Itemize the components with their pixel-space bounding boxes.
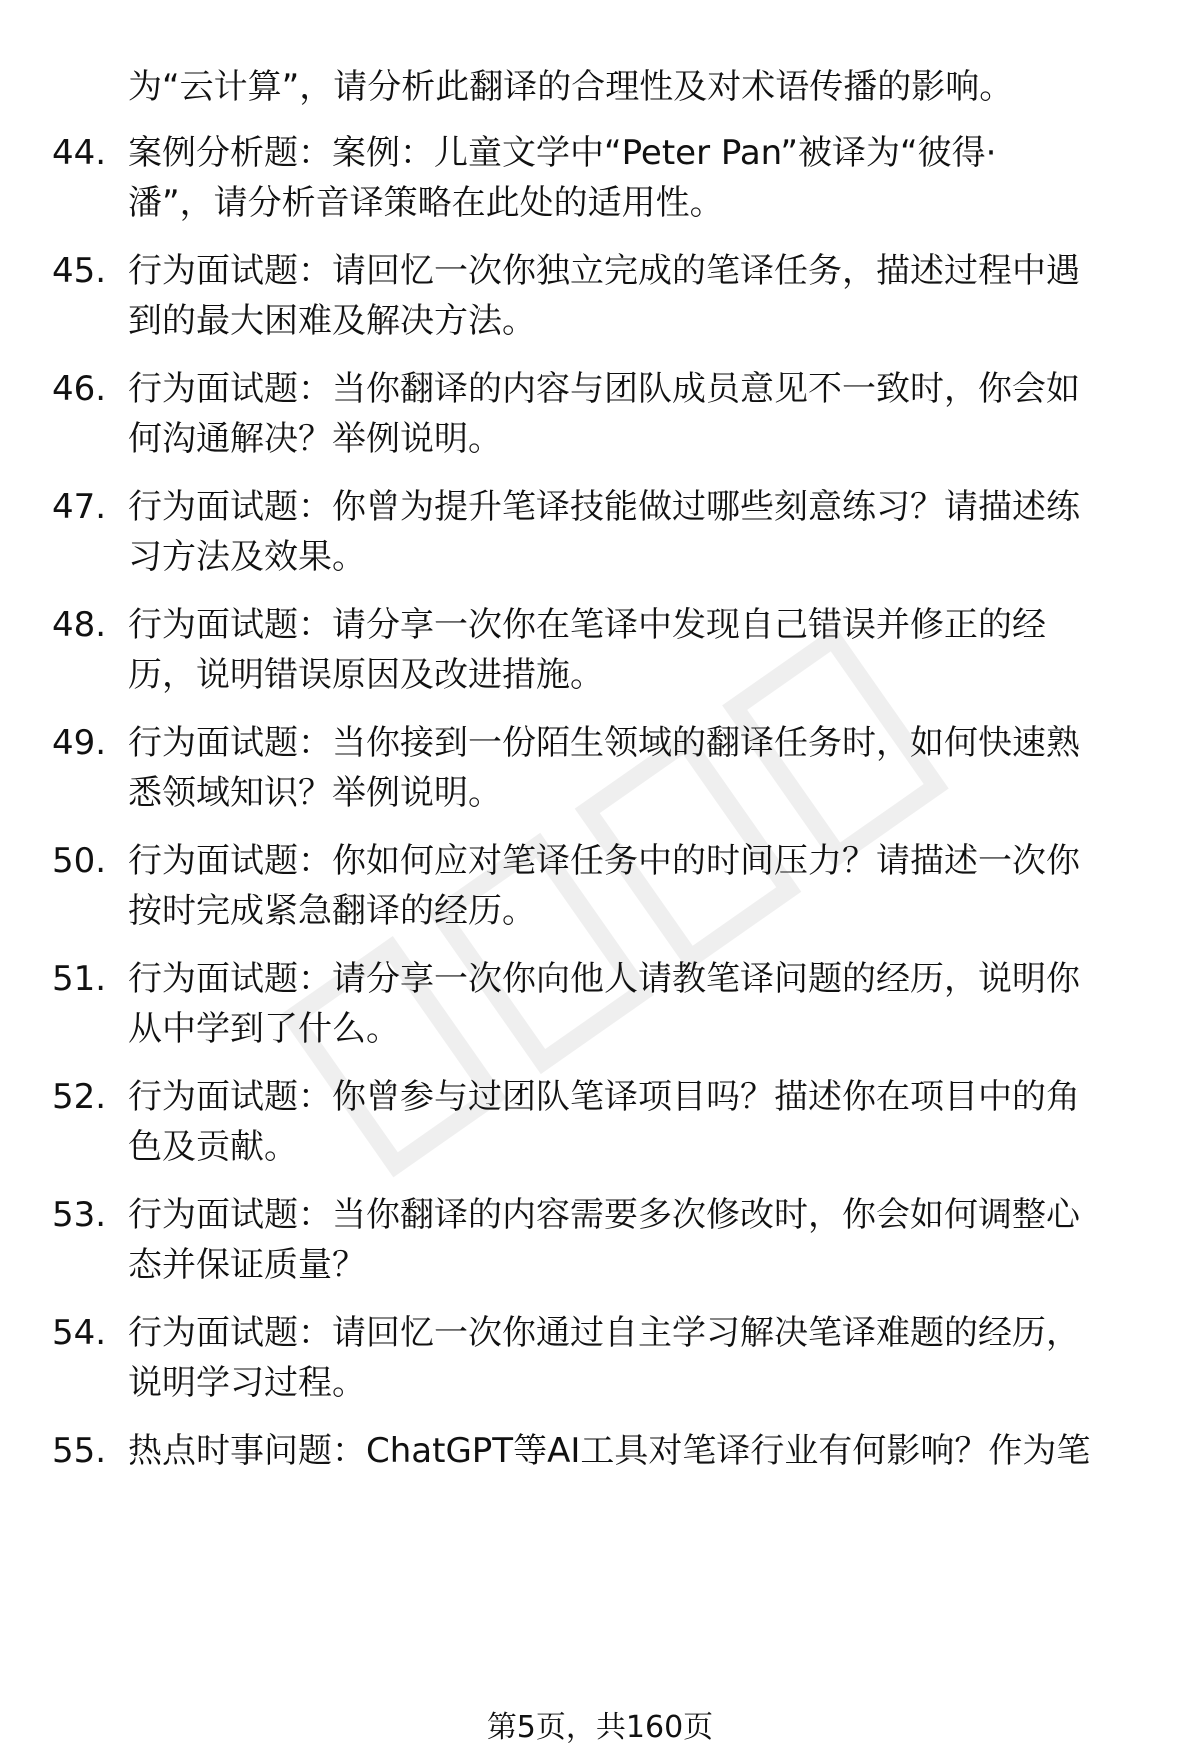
question-text: 行为面试题：当你接到一份陌生领域的翻译任务时，如何快速熟 悉领域知识？举例说明。 [128,723,1080,813]
question-item-51 [52,954,1152,1054]
question-text: 行为面试题：你曾参与过团队笔译项目吗？描述你在项目中的角 色及贡献。 [128,1077,1080,1167]
question-item-47 [52,482,1152,582]
question-item-52 [52,1072,1152,1172]
question-item-53 [52,1190,1152,1290]
question-item-50 [52,836,1152,936]
question-item-54 [52,1308,1152,1408]
question-item-55 [52,1426,1152,1476]
question-number: 48. [52,605,107,645]
question-number: 55. [52,1431,107,1471]
page-footer: 第5页，共160页 [486,1710,714,1745]
question-number: 51. [52,959,107,999]
question-item-49 [52,718,1152,818]
question-text: 行为面试题：请回忆一次你独立完成的笔译任务，描述过程中遇 到的最大困难及解决方法。 [128,251,1080,341]
question-text: 热点时事问题：ChatGPT等AI工具对笔译行业有何影响？作为笔 [128,1431,1091,1471]
question-text: 行为面试题：请分享一次你在笔译中发现自己错误并修正的经 历，说明错误原因及改进措施。 [128,605,1046,695]
question-number: 47. [52,487,107,527]
question-number: 52. [52,1077,107,1117]
question-item-46 [52,364,1152,464]
question-number: 53. [52,1195,107,1235]
question-text: 案例分析题：案例：儿童文学中“Peter Pan”被译为“彼得· 潘”，请分析音译策略在此处的适用性。 [128,133,997,223]
question-item-44 [52,128,1152,228]
question-text: 行为面试题：你曾为提升笔译技能做过哪些刻意练习？请描述练 习方法及效果。 [128,487,1080,577]
question-number: 49. [52,723,107,763]
question-text: 行为面试题：当你翻译的内容与团队成员意见不一致时，你会如 何沟通解决？举例说明。 [128,369,1080,459]
question-item-45 [52,246,1152,346]
question-text: 行为面试题：你如何应对笔译任务中的时间压力？请描述一次你 按时完成紧急翻译的经历。 [128,841,1080,931]
question-number: 46. [52,369,107,409]
question-item-48 [52,600,1152,700]
continuation-text: 为“云计算”，请分析此翻译的合理性及对术语传播的影响。 [128,67,1014,107]
question-number: 54. [52,1313,107,1353]
question-text: 行为面试题：请分享一次你向他人请教笔译问题的经历，说明你 从中学到了什么。 [128,959,1080,1049]
question-number: 44. [52,133,107,173]
question-text: 行为面试题：当你翻译的内容需要多次修改时，你会如何调整心 态并保证质量？ [128,1195,1080,1285]
question-number: 50. [52,841,107,881]
question-number: 45. [52,251,107,291]
question-text: 行为面试题：请回忆一次你通过自主学习解决笔译难题的经历， 说明学习过程。 [128,1313,1080,1403]
